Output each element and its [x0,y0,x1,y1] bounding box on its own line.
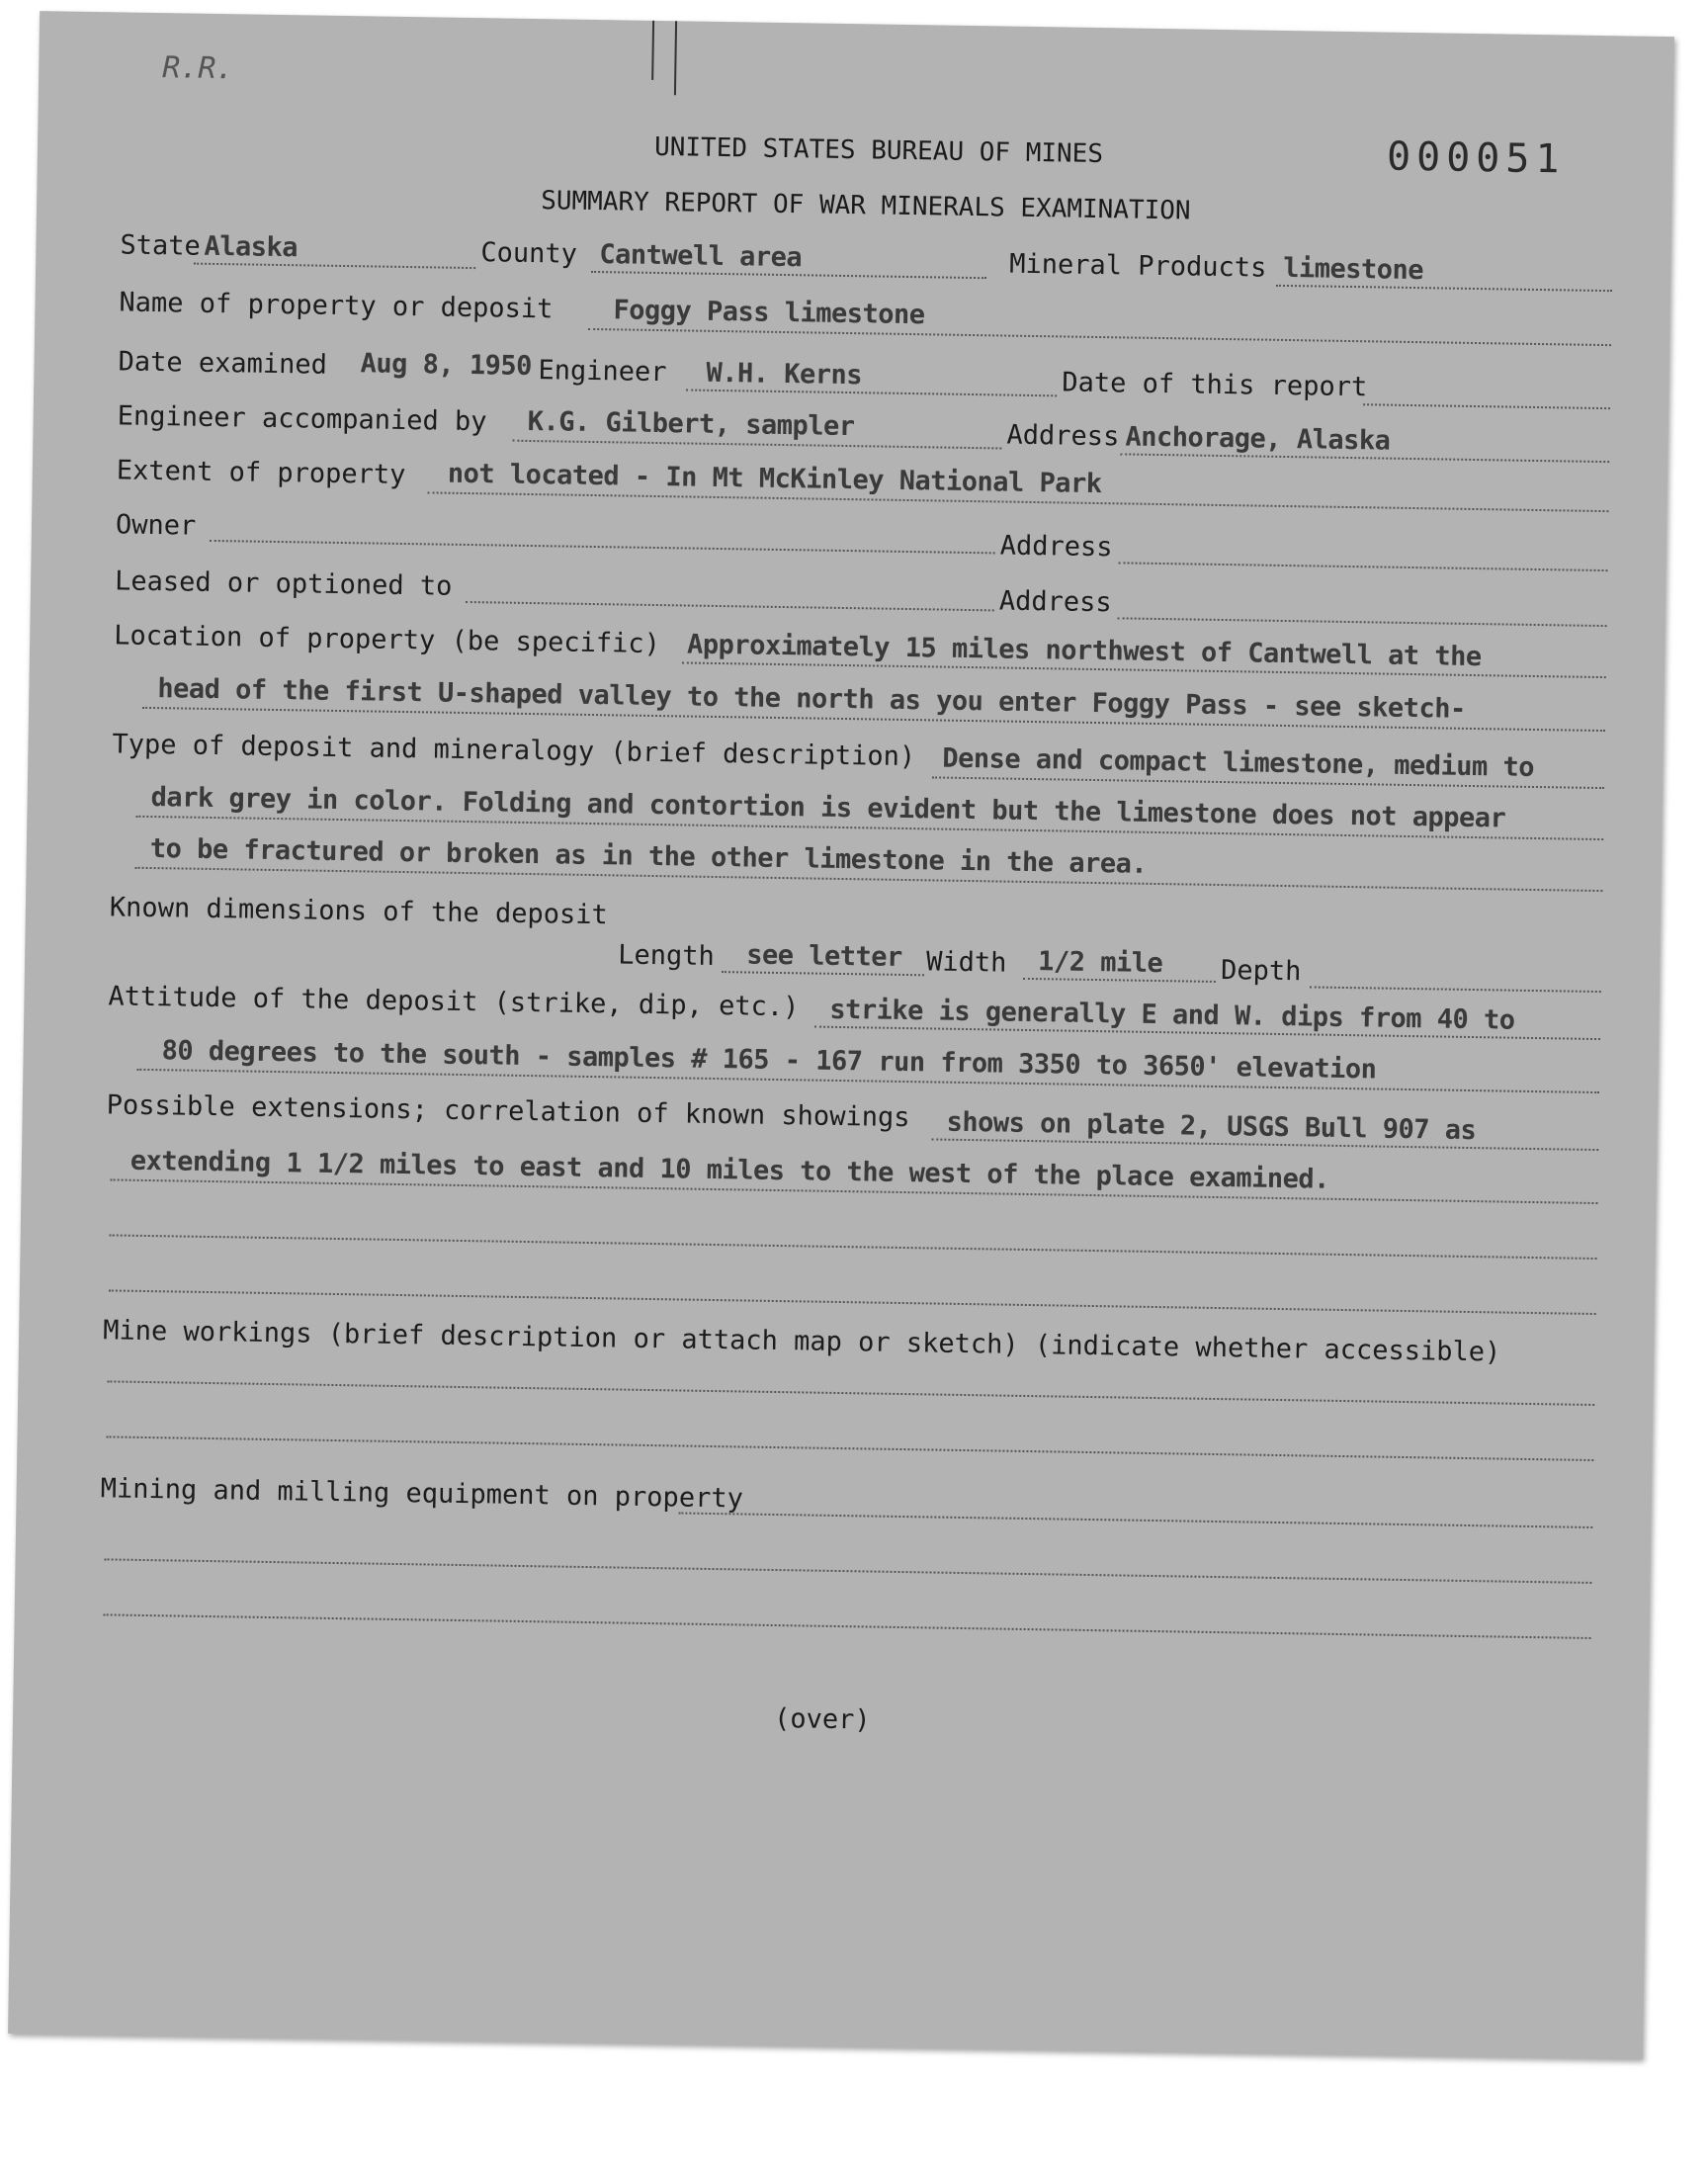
staple-mark [651,21,654,80]
label-county: County [480,237,578,270]
value-extensions-line1: shows on plate 2, USGS Bull 907 as [946,1106,1477,1147]
label-address: Address [1006,419,1120,453]
fill-line [1119,562,1608,571]
fill-line [210,540,995,554]
label-date-of-report: Date of this report [1062,367,1368,403]
fill-line [110,1234,1597,1260]
label-date-examined: Date examined [118,346,328,381]
value-state: Alaska [204,230,299,264]
fill-line [1276,285,1612,292]
fill-line [686,389,1057,396]
label-leased: Leased or optioned to [114,566,453,602]
label-state: State [120,229,201,262]
label-extensions: Possible extensions; correlation of known showings [106,1089,910,1134]
corner-mark: R.R. [162,50,234,87]
footer-over: (over) [773,1703,871,1736]
value-mineral-products: limestone [1282,252,1424,287]
value-width: 1/2 mile [1037,946,1163,980]
fill-line [1118,617,1607,627]
value-extensions-line2: extending 1 1/2 miles to east and 10 miles to the west of the place examined. [129,1145,1330,1195]
value-engineer: W.H. Kerns [706,357,863,392]
value-accompanied: K.G. Gilbert, sampler [527,405,855,443]
label-equipment: Mining and milling equipment on property [100,1473,744,1515]
label-property-name: Name of property or deposit [119,287,554,325]
fill-line [678,1512,1592,1528]
label-engineer: Engineer [538,355,667,389]
label-deposit-type: Type of deposit and mineralogy (brief description) [112,729,916,773]
value-location-line2: head of the first U-shaped valley to the north as you enter Foggy Pass - see sketch- [157,673,1466,725]
fill-line [105,1558,1592,1584]
label-dimensions: Known dimensions of the deposit [109,892,609,931]
value-deposit-line1: Dense and compact limestone, medium to [942,742,1535,783]
value-accompanied-address: Anchorage, Alaska [1125,421,1391,457]
value-location-line1: Approximately 15 miles northwest of Cantwell at the [686,629,1482,673]
fill-line [107,1380,1594,1406]
value-deposit-line2: dark grey in color. Folding and contortion is evident but the limestone does not appear [150,782,1506,834]
label-attitude: Attitude of the deposit (strike, dip, etc.) [108,981,800,1023]
fill-line [1023,978,1216,983]
fill-line [588,328,1611,346]
fill-line [107,1436,1594,1461]
value-extent: not located - In Mt McKinley National Park [447,458,1102,500]
label-owner: Owner [115,509,197,542]
value-length: see letter [746,939,903,973]
value-date-examined: Aug 8, 1950 [360,348,533,382]
fill-line [1310,986,1601,993]
value-attitude-line1: strike is generally E and W. dips from 40 to [829,994,1515,1036]
fill-line [109,1289,1596,1315]
label-mine-workings: Mine workings (brief description or attach map or sketch) (indicate whether accessible) [102,1315,1501,1368]
fill-line [104,1613,1591,1639]
label-location: Location of property (be specific) [114,620,661,660]
label-owner-address: Address [999,530,1113,564]
label-extent: Extent of property [116,455,406,491]
staple-mark [674,21,677,95]
label-width: Width [925,946,1007,979]
value-property-name: Foggy Pass limestone [613,295,925,331]
value-attitude-line2: 80 degrees to the south - samples # 165 - 167 run from 3350 to 3650' elevation [161,1035,1377,1086]
value-deposit-line3: to be fractured or broken as in the other limestone in the area. [149,832,1148,880]
fill-line [194,263,475,269]
fill-line [466,601,994,611]
value-county: Cantwell area [599,239,803,274]
fill-line [1363,403,1610,409]
report-title: SUMMARY REPORT OF WAR MINERALS EXAMINATION [540,186,1191,226]
document-number: 000051 [1386,133,1566,183]
document-page [8,11,1674,2059]
label-length: Length [618,939,716,972]
label-leased-address: Address [998,585,1112,619]
label-depth: Depth [1220,955,1302,988]
bureau-heading: UNITED STATES BUREAU OF MINES [653,131,1104,170]
label-mineral-products: Mineral Products [1009,248,1267,284]
label-accompanied: Engineer accompanied by [117,400,487,438]
